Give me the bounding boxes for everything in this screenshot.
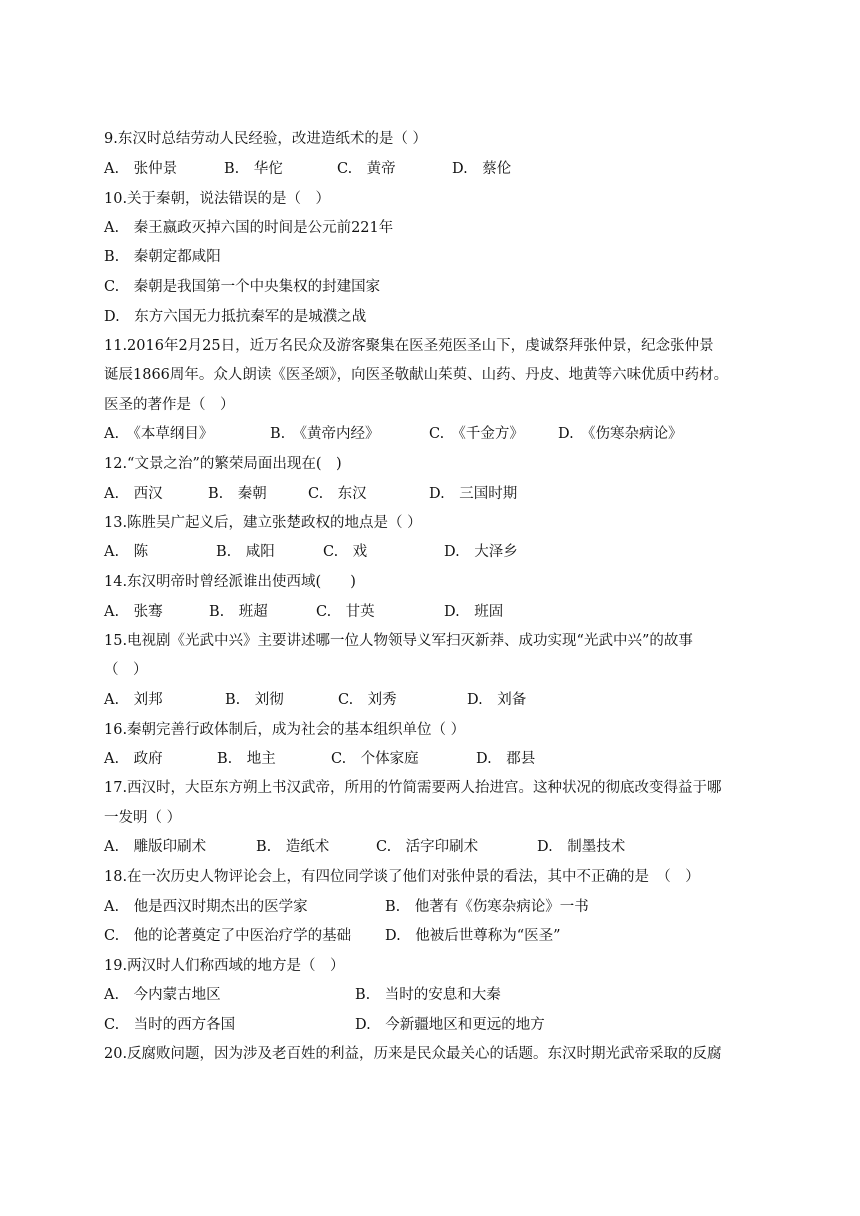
option-c: C. 当时的西方各国 — [104, 1017, 236, 1033]
question-14-stem: 14.东汉明帝时曾经派谁出使西域( ) — [104, 574, 356, 590]
question-18-options-row-2 — [104, 926, 770, 946]
question-13-options — [104, 542, 770, 562]
option-c: C. 秦朝是我国第一个中央集权的封建国家 — [104, 279, 381, 295]
option-c: C. 《千金方》 — [429, 426, 524, 442]
option-b: B. 刘彻 — [225, 692, 284, 708]
option-a: A. 刘邦 — [104, 692, 163, 708]
option-b: B. 造纸术 — [256, 839, 330, 855]
option-d: D. 他被后世尊称为“医圣” — [385, 928, 561, 944]
question-11-stem-line-1: 11.2016年2月25日，近万名民众及游客聚集在医圣苑医圣山下，虔诚祭拜张仲景，纪念张仲景 — [104, 338, 714, 354]
question-16-stem: 16.秦朝完善行政体制后，成为社会的基本组织单位（ ） — [104, 722, 466, 738]
option-d: D. 蔡伦 — [452, 161, 512, 177]
option-d: D. 三国时期 — [429, 486, 518, 502]
option-b: B. 班超 — [209, 604, 268, 620]
option-a: A. 张仲景 — [104, 161, 178, 177]
question-15-options — [104, 690, 770, 710]
question-18-stem: 18.在一次历史人物评论会上，有四位同学谈了他们对张仲景的看法，其中不正确的是 （ ） — [104, 869, 700, 885]
option-b: B. 《黄帝内经》 — [270, 426, 380, 442]
option-c: C. 活字印刷术 — [376, 839, 479, 855]
question-12-options — [104, 484, 770, 504]
option-d: D. 郡县 — [476, 751, 536, 767]
option-c: C. 东汉 — [308, 486, 367, 502]
option-d: D. 制墨技术 — [537, 839, 626, 855]
option-b: B. 当时的安息和大秦 — [355, 987, 501, 1003]
option-d: D. 《伤寒杂病论》 — [558, 426, 683, 442]
question-15-stem-line-2: （ ） — [104, 662, 148, 678]
option-c: C. 戏 — [323, 544, 368, 560]
question-13-stem: 13.陈胜吴广起义后，建立张楚政权的地点是（ ） — [104, 515, 422, 531]
question-12-stem: 12.“文景之治”的繁荣局面出现在( ) — [104, 456, 342, 472]
option-c: C. 刘秀 — [338, 692, 397, 708]
question-9-options — [104, 159, 770, 179]
option-d: D. 今新疆地区和更远的地方 — [355, 1017, 545, 1033]
option-b: B. 秦朝 — [208, 486, 267, 502]
option-a: A. 《本草纲目》 — [104, 426, 214, 442]
question-9-stem: 9.东汉时总结劳动人民经验，改进造纸术的是（ ） — [104, 131, 427, 147]
option-b: B. 秦朝定都咸阳 — [104, 249, 221, 265]
question-17-stem-line-1: 17.西汉时，大臣东方朔上书汉武帝，所用的竹简需要两人抬进宫。这种状况的彻底改变得益于哪 — [104, 780, 722, 796]
option-a: A. 秦王嬴政灭掉六国的时间是公元前221年 — [104, 220, 394, 236]
option-b: B. 地主 — [217, 751, 276, 767]
option-a: A. 张骞 — [104, 604, 163, 620]
question-14-options — [104, 602, 770, 622]
option-a: A. 雕版印刷术 — [104, 839, 207, 855]
option-b: B. 咸阳 — [216, 544, 275, 560]
option-d: D. 大泽乡 — [444, 544, 518, 560]
option-a: A. 西汉 — [104, 486, 163, 502]
question-19-options-row-2 — [104, 1015, 770, 1035]
question-11-stem-line-3: 医圣的著作是（ ） — [104, 397, 235, 413]
question-20-stem: 20.反腐败问题，因为涉及老百姓的利益，历来是民众最关心的话题。东汉时期光武帝采取的反腐 — [104, 1046, 722, 1062]
option-a: A. 他是西汉时期杰出的医学家 — [104, 899, 308, 915]
question-19-stem: 19.两汉时人们称西域的地方是（ ） — [104, 958, 345, 974]
question-18-options-row-1 — [104, 897, 770, 917]
question-10-stem: 10.关于秦朝，说法错误的是（ ） — [104, 191, 331, 207]
question-15-stem-line-1: 15.电视剧《光武中兴》主要讲述哪一位人物领导义军扫灭新莽、成功实现“光武中兴”的故事 — [104, 633, 693, 649]
option-b: B. 他著有《伤寒杂病论》一书 — [385, 899, 589, 915]
option-c: C. 黄帝 — [337, 161, 396, 177]
question-11-options — [104, 424, 770, 444]
question-19-options-row-1 — [104, 985, 770, 1005]
option-a: A. 陈 — [104, 544, 149, 560]
question-11-stem-line-2: 诞辰1866周年。众人朗读《医圣颂》，向医圣敬献山茱萸、山药、丹皮、地黄等六味优质中药材。 — [104, 367, 729, 383]
option-d: D. 东方六国无力抵抗秦军的是城濮之战 — [104, 309, 367, 325]
option-c: C. 甘英 — [316, 604, 375, 620]
option-c: C. 个体家庭 — [331, 751, 419, 767]
option-a: A. 今内蒙古地区 — [104, 987, 221, 1003]
option-b: B. 华佗 — [224, 161, 283, 177]
question-17-options — [104, 837, 770, 857]
question-17-stem-line-2: 一发明（ ） — [104, 810, 182, 826]
question-16-options — [104, 749, 770, 769]
option-d: D. 班固 — [444, 604, 504, 620]
option-d: D. 刘备 — [467, 692, 527, 708]
option-c: C. 他的论著奠定了中医治疗学的基础 — [104, 928, 352, 944]
option-a: A. 政府 — [104, 751, 163, 767]
